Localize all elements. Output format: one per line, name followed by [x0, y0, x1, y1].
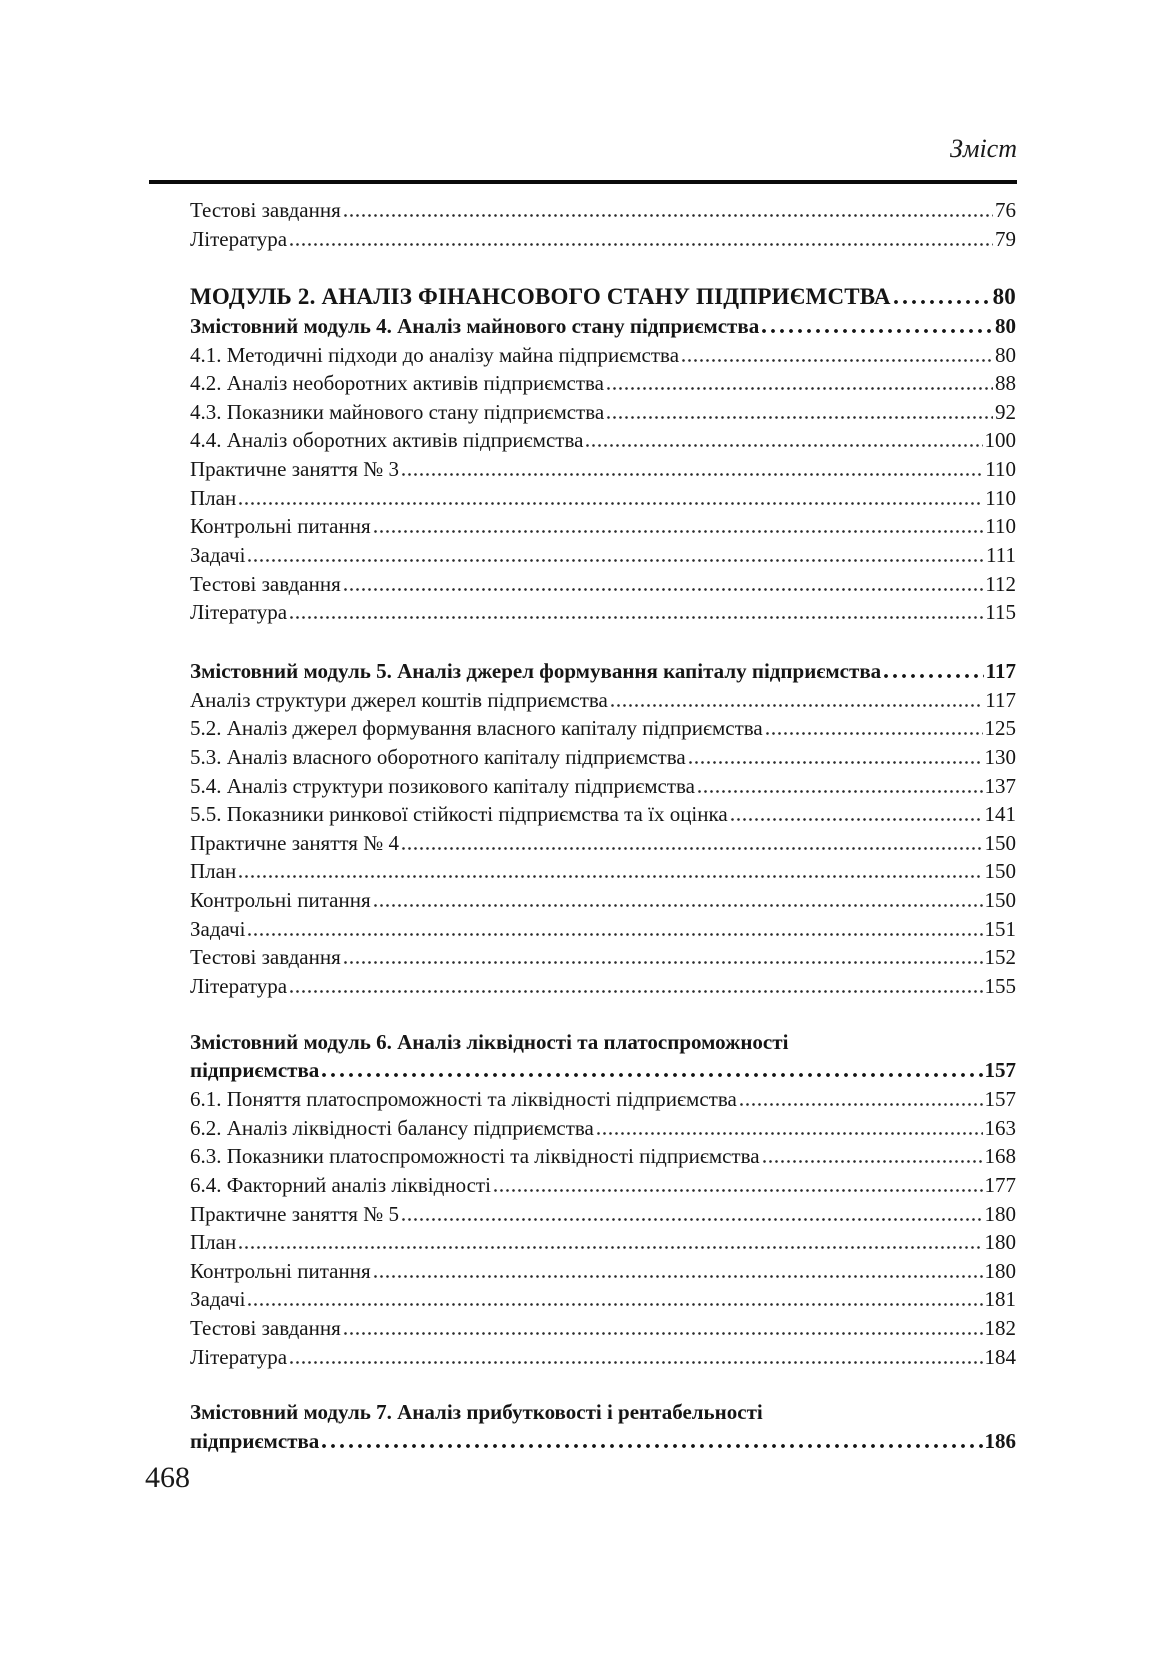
dot-leader: [607, 387, 993, 390]
toc-entry-page-number: 115: [985, 600, 1016, 625]
dot-leader: [344, 1332, 983, 1335]
dot-leader: [740, 1103, 983, 1106]
toc-entry-row: [190, 1343, 1016, 1372]
dot-leader: [884, 674, 984, 678]
toc-entry-page-number: 177: [984, 1172, 1016, 1197]
toc-entry-page-number: 141: [984, 802, 1016, 827]
toc-entry-page-number: 80: [995, 342, 1016, 367]
toc-heading-row: [190, 283, 1016, 312]
toc-entry-label: 5.2. Аналіз джерел формування власного капіталу підприємства: [190, 716, 763, 741]
toc-entry-row: [190, 943, 1016, 972]
toc-entry-page-number: 150: [984, 859, 1016, 884]
toc-entry-page-number: 157: [984, 1058, 1016, 1083]
toc-entry-label: Контрольні питання: [190, 1258, 371, 1283]
dot-leader: [374, 904, 983, 907]
toc-entry-row: [190, 1314, 1016, 1343]
toc-entry-row: [190, 426, 1016, 455]
dot-leader: [248, 559, 984, 562]
dot-leader: [248, 1303, 982, 1306]
toc-entry-label: Задачі: [190, 543, 246, 568]
dot-leader: [402, 473, 983, 476]
toc-entry-label: 5.3. Аналіз власного оборотного капіталу підприємства: [190, 744, 686, 769]
toc-heading-row: [190, 1056, 1016, 1085]
toc-entry-page-number: 76: [995, 198, 1016, 222]
toc-entry-page-number: 180: [984, 1258, 1016, 1283]
toc-entry-page-number: 110: [985, 514, 1016, 539]
toc-entry-row: [190, 1114, 1016, 1143]
toc-entry-label: 6.4. Факторний аналіз ліквідності: [190, 1172, 491, 1197]
dot-leader: [374, 1275, 983, 1278]
toc-entry-page-number: 168: [984, 1144, 1016, 1169]
toc-entry-label: Тестові завдання: [190, 1316, 341, 1341]
dot-leader: [374, 530, 984, 533]
toc-entry-label: Література: [190, 226, 288, 251]
toc-entry-label: 5.5. Показники ринкової стійкості підприємства та їх оцінка: [190, 802, 728, 827]
toc-entry-row: [190, 1257, 1016, 1286]
dot-leader: [344, 588, 984, 591]
toc-block: [190, 196, 1016, 253]
toc-entry-page-number: 111: [986, 543, 1016, 568]
toc-entry-label: Література: [190, 974, 288, 999]
dot-leader: [731, 818, 983, 821]
toc-entry-label: Література: [190, 1344, 288, 1369]
toc-entry-row: [190, 686, 1016, 715]
dot-leader: [344, 214, 993, 217]
toc-entry-page-number: 110: [985, 485, 1016, 510]
toc-block: [190, 657, 1016, 1001]
toc-entry-page-number: 110: [985, 457, 1016, 482]
toc-entry-page-number: 80: [992, 284, 1016, 310]
toc-entry-page-number: 180: [984, 1230, 1016, 1255]
dot-leader: [766, 732, 983, 735]
toc-entry-row: [190, 398, 1016, 427]
toc-entry-label: Контрольні питання: [190, 888, 371, 913]
toc-entry-row: [190, 829, 1016, 858]
dot-leader: [894, 300, 991, 304]
toc-block: [190, 283, 1016, 627]
dot-leader: [607, 416, 993, 419]
toc-entry-page-number: 137: [984, 773, 1016, 798]
dot-leader: [290, 616, 983, 619]
toc-entry-label: Задачі: [190, 916, 246, 941]
toc-entry-label: Практичне заняття № 4: [190, 830, 399, 855]
dot-leader: [322, 1444, 982, 1448]
toc-entry-row: [190, 772, 1016, 801]
toc-entry-label: Тестові завдання: [190, 571, 341, 596]
toc-entry-label: МОДУЛЬ 2. АНАЛІЗ ФІНАНСОВОГО СТАНУ ПІДПРИЄМСТВА: [190, 284, 891, 310]
toc-entry-label: Змістовний модуль 6. Аналіз ліквідності та платоспроможності: [190, 1029, 789, 1054]
toc-entry-page-number: 125: [984, 716, 1016, 741]
toc-entry-page-number: 100: [984, 428, 1016, 453]
dot-leader: [682, 359, 993, 362]
toc-entry-row: [190, 1171, 1016, 1200]
toc-heading-row: [190, 1398, 1016, 1427]
dot-leader: [239, 875, 982, 878]
toc-entry-label: Задачі: [190, 1287, 246, 1312]
dot-leader: [248, 933, 982, 936]
toc-entry-label: 6.2. Аналіз ліквідності балансу підприємства: [190, 1115, 594, 1140]
toc: [190, 196, 1016, 1456]
toc-entry-page-number: 150: [984, 888, 1016, 913]
toc-entry-row: [190, 341, 1016, 370]
toc-entry-page-number: 80: [995, 313, 1016, 338]
dot-leader: [344, 961, 983, 964]
toc-entry-label: Змістовний модуль 7. Аналіз прибутковості і рентабельності: [190, 1400, 763, 1425]
toc-entry-label: 4.2. Аналіз необоротних активів підприємства: [190, 371, 604, 396]
toc-entry-label: План: [190, 485, 237, 510]
toc-entry-row: [190, 225, 1016, 254]
dot-leader: [586, 444, 982, 447]
toc-entry-row: [190, 484, 1016, 513]
toc-heading-row: [190, 1427, 1016, 1456]
toc-entry-label: Контрольні питання: [190, 514, 371, 539]
dot-leader: [611, 704, 983, 707]
toc-entry-page-number: 112: [985, 571, 1016, 596]
toc-entry-page-number: 150: [984, 830, 1016, 855]
toc-entry-row: [190, 1200, 1016, 1229]
toc-entry-label: 4.4. Аналіз оборотних активів підприємства: [190, 428, 584, 453]
dot-leader: [290, 243, 993, 246]
toc-heading-row: [190, 1028, 1016, 1057]
toc-entry-label: підприємства: [190, 1058, 320, 1083]
toc-entry-row: [190, 857, 1016, 886]
toc-entry-page-number: 181: [984, 1287, 1016, 1312]
dot-leader: [290, 990, 982, 993]
toc-entry-page-number: 117: [985, 687, 1016, 712]
toc-entry-page-number: 117: [985, 658, 1016, 683]
toc-entry-page-number: 184: [984, 1344, 1016, 1369]
dot-leader: [239, 1246, 982, 1249]
toc-entry-page-number: 182: [984, 1316, 1016, 1341]
toc-entry-row: [190, 800, 1016, 829]
toc-entry-label: План: [190, 859, 237, 884]
toc-entry-row: [190, 570, 1016, 599]
toc-entry-page-number: 163: [984, 1115, 1016, 1140]
dot-leader: [689, 761, 983, 764]
toc-entry-label: Аналіз структури джерел коштів підприємства: [190, 687, 608, 712]
toc-entry-page-number: 88: [995, 371, 1016, 396]
toc-entry-label: 5.4. Аналіз структури позикового капіталу підприємства: [190, 773, 695, 798]
dot-leader: [763, 1160, 983, 1163]
page-number: 468: [145, 1461, 190, 1494]
dot-leader: [290, 1361, 982, 1364]
toc-entry-label: Література: [190, 600, 288, 625]
toc-entry-page-number: 151: [984, 916, 1016, 941]
toc-entry-label: Тестові завдання: [190, 198, 341, 222]
toc-entry-row: [190, 1142, 1016, 1171]
toc-entry-page-number: 152: [984, 945, 1016, 970]
dot-leader: [762, 329, 993, 333]
dot-leader: [402, 847, 983, 850]
toc-entry-row: [190, 743, 1016, 772]
toc-entry-row: [190, 512, 1016, 541]
toc-entry-row: [190, 915, 1016, 944]
toc-entry-label: Практичне заняття № 3: [190, 457, 399, 482]
toc-entry-row: [190, 1085, 1016, 1114]
toc-entry-label: підприємства: [190, 1428, 320, 1453]
dot-leader: [402, 1218, 983, 1221]
toc-entry-row: [190, 598, 1016, 627]
toc-entry-row: [190, 972, 1016, 1001]
toc-entry-page-number: 92: [995, 399, 1016, 424]
toc-entry-page-number: 130: [984, 744, 1016, 769]
dot-leader: [239, 502, 983, 505]
toc-entry-page-number: 157: [984, 1086, 1016, 1111]
toc-entry-page-number: 186: [984, 1428, 1016, 1453]
toc-entry-label: 4.3. Показники майнового стану підприємства: [190, 399, 605, 424]
toc-block: [190, 1398, 1016, 1455]
toc-entry-label: План: [190, 1230, 237, 1255]
toc-entry-row: [190, 369, 1016, 398]
toc-entry-row: [190, 541, 1016, 570]
toc-entry-label: Змістовний модуль 5. Аналіз джерел формування капіталу підприємства: [190, 658, 882, 683]
toc-entry-row: [190, 1228, 1016, 1257]
toc-entry-row: [190, 196, 1016, 225]
toc-entry-label: 6.1. Поняття платоспроможності та ліквідності підприємства: [190, 1086, 737, 1111]
dot-leader: [597, 1132, 983, 1135]
dot-leader: [322, 1073, 982, 1077]
dot-leader: [698, 790, 983, 793]
toc-entry-page-number: 180: [984, 1201, 1016, 1226]
toc-entry-row: [190, 886, 1016, 915]
toc-entry-label: 4.1. Методичні підходи до аналізу майна підприємства: [190, 342, 680, 367]
toc-entry-label: Практичне заняття № 5: [190, 1201, 399, 1226]
toc-heading-row: [190, 657, 1016, 686]
header-rule: [149, 180, 1017, 184]
toc-block: [190, 1028, 1016, 1372]
toc-entry-page-number: 79: [995, 226, 1016, 251]
toc-entry-row: [190, 714, 1016, 743]
toc-entry-page-number: 155: [984, 974, 1016, 999]
running-head-title: Зміст: [949, 134, 1017, 163]
toc-entry-label: Тестові завдання: [190, 945, 341, 970]
toc-entry-label: Змістовний модуль 4. Аналіз майнового стану підприємства: [190, 313, 760, 338]
toc-entry-label: 6.3. Показники платоспроможності та ліквідності підприємства: [190, 1144, 760, 1169]
toc-heading-row: [190, 312, 1016, 341]
toc-entry-row: [190, 1285, 1016, 1314]
dot-leader: [494, 1189, 983, 1192]
toc-entry-row: [190, 455, 1016, 484]
